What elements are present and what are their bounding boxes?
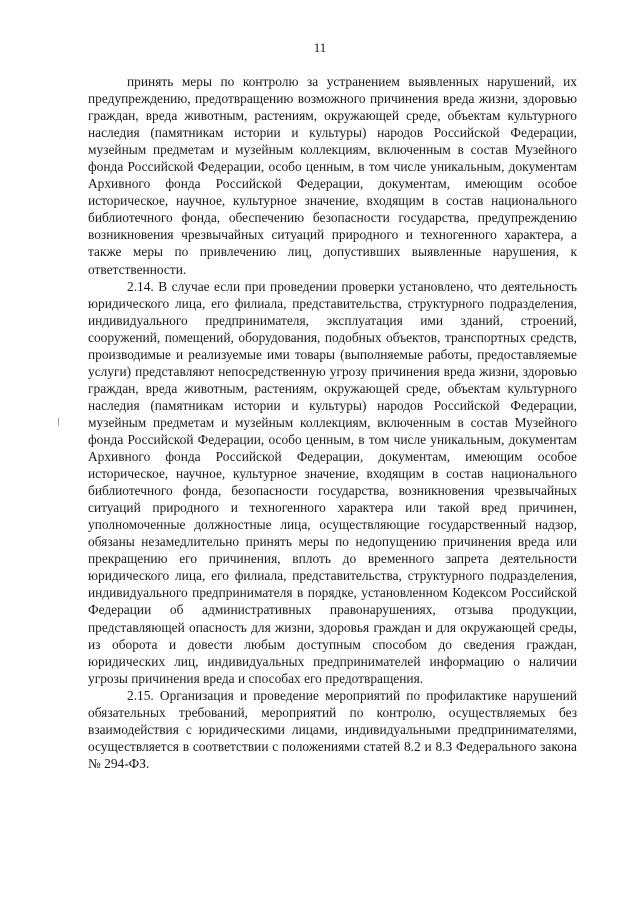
document-body [88,73,577,772]
paragraph-continuation: принять меры по контролю за устранением выявленных нарушений, их предупреждению, предотвращению возможного причинения вреда жизни, здоровью граждан, вреда животным, растениям, окружающей среде, объектам культурного наследия (памятникам истории и культуры) народов Российской Федерации, музейным предметам и музейным коллекциям, включенным в состав Музейного фонда Российской Федерации, особо ценным, в том числе уникальным, документам Архивного фонда Российской Федерации, документам, имеющим особое историческое, научное, культурное значение, входящим в состав национального библиотечного фонда, обеспечению безопасности государства, предупреждению возникновения чрезвычайных ситуаций природного и техногенного характера, а также меры по привлечению лиц, допустивших выявленные нарушения, к ответственности. [88,74,577,277]
page-number: 11 [313,40,327,55]
margin-scan-mark [58,418,59,426]
paragraph-2-14: 2.14. В случае если при проведении проверки установлено, что деятельность юридического лица, его филиала, представительства, структурного подразделения, индивидуального предпринимателя, эксплуатация ими зданий, строений, сооружений, помещений, оборудования, подобных объектов, транспортных средств, производимые и реализуемые ими товары (выполняемые работы, предоставляемые услуги) представляют непосредственную угрозу причинения вреда жизни, здоровью граждан, вреда животным, растениям, окружающей среде, объектам культурного наследия (памятникам истории и культуры) народов Российской Федерации, музейным предметам и музейным коллекциям, включенным в состав Музейного фонда Российской Федерации, особо ценным, в том числе уникальным, документам Архивного фонда Российской Федерации, документам, имеющим особое историческое, научное, культурное значение, входящим в состав национального библиотечного фонда, безопасности государства, возникновения чрезвычайных ситуаций природного и техногенного характера или такой вред причинен, уполномоченные должностные лица, осуществляющие государственный надзор, обязаны незамедлительно принять меры по недопущению причинения вреда или прекращению его причинения, вплоть до временного запрета деятельности юридического лица, его филиала, представительства, структурного подразделения, индивидуального предпринимателя в порядке, установленном Кодексом Российской Федерации об административных правонарушениях, отзыва продукции, представляющей опасность для жизни, здоровья граждан и для окружающей среды, из оборота и довести любым доступным способом до сведения граждан, юридических лиц, индивидуальных предпринимателей информацию о наличии угрозы причинения вреда и способах его предотвращения. [88,278,577,686]
paragraph-2-15: 2.15. Организация и проведение мероприятий по профилактике нарушений обязательных требований, мероприятий по контролю, осуществляемых без взаимодействия с юридическими лицами, индивидуальными предпринимателями, осуществляется в соответствии с положениями статей 8.2 и 8.3 Федерального закона № 294-ФЗ. [88,687,577,771]
